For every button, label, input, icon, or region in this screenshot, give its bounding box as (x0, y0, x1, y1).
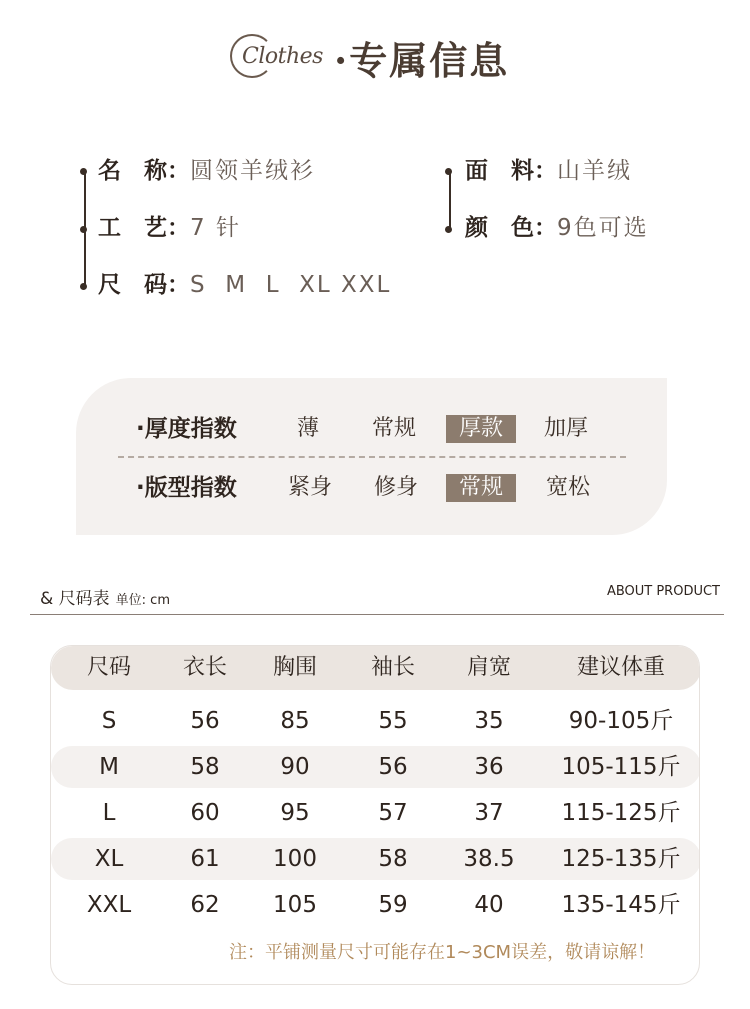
timeline-dot (80, 226, 87, 233)
measurement-note: 注：平铺测量尺寸可能存在1~3CM误差，敬请谅解！ (229, 942, 656, 963)
size-chart-header (30, 580, 724, 616)
thickness-index-label: ·厚度指数 (136, 416, 237, 442)
table-cell: 90-105斤 (568, 708, 674, 734)
column-header: 袖长 (370, 655, 415, 680)
size-chart-title (40, 584, 170, 609)
column-header: 建议体重 (576, 655, 665, 680)
table-row (51, 700, 700, 742)
table-cell: 105 (273, 892, 317, 918)
timeline-dot (445, 226, 452, 233)
right-timeline-line (449, 171, 451, 229)
thickness-index-row (76, 411, 667, 447)
fit-option: 紧身 (287, 475, 332, 500)
info-row-name (98, 156, 315, 186)
info-value: 山羊绒 (557, 158, 632, 184)
table-cell: 100 (273, 846, 317, 872)
table-cell: 55 (378, 708, 408, 734)
table-cell: 85 (280, 708, 310, 734)
fit-option-selected: 常规 (446, 474, 516, 502)
table-row (51, 746, 700, 788)
info-row-fabric (465, 156, 632, 186)
info-label: 颜 色： (465, 215, 557, 241)
table-cell: 56 (378, 754, 408, 780)
size-chart-unit: 单位: cm (115, 593, 170, 608)
table-cell: 57 (378, 800, 408, 826)
table-cell: 60 (190, 800, 220, 826)
column-header: 肩宽 (466, 655, 511, 680)
table-cell: S (101, 708, 117, 734)
info-value: 圆领羊绒衫 (190, 158, 315, 184)
logo-text: Clothes (242, 44, 323, 69)
table-cell: 40 (474, 892, 504, 918)
about-product-label: ABOUT PRODUCT (606, 584, 720, 599)
table-cell: 37 (474, 800, 504, 826)
timeline-dot (80, 168, 87, 175)
table-cell: 36 (474, 754, 504, 780)
table-cell: 61 (190, 846, 220, 872)
table-cell: 125-135斤 (561, 846, 681, 872)
table-cell: 95 (280, 800, 310, 826)
column-header: 胸围 (272, 655, 317, 680)
table-cell: L (102, 800, 116, 826)
fit-option: 修身 (373, 475, 418, 500)
table-cell: 115-125斤 (561, 800, 681, 826)
info-label: 尺 码： (98, 272, 190, 298)
table-row (51, 792, 700, 834)
table-cell: XXL (86, 892, 132, 918)
product-info (0, 150, 750, 300)
brand-logo (230, 32, 330, 82)
thickness-option: 常规 (371, 416, 416, 441)
table-cell: M (99, 754, 119, 780)
table-cell: 135-145斤 (561, 892, 681, 918)
fit-index-label: ·版型指数 (136, 475, 237, 501)
info-value: 9色可选 (557, 215, 649, 241)
info-label: 名 称： (98, 158, 190, 184)
fit-option: 宽松 (545, 475, 590, 500)
table-cell: XL (94, 846, 124, 872)
table-cell: 35 (474, 708, 504, 734)
table-cell: 105-115斤 (561, 754, 681, 780)
column-header: 衣长 (182, 655, 227, 680)
info-value: S M L XL XXL (190, 272, 392, 298)
header-divider (30, 614, 724, 615)
table-cell: 58 (190, 754, 220, 780)
table-cell: 90 (280, 754, 310, 780)
thickness-option-selected: 厚款 (446, 415, 516, 443)
index-divider (118, 456, 626, 458)
table-row (51, 884, 700, 926)
thickness-option: 加厚 (543, 416, 588, 441)
info-row-craft (98, 213, 241, 243)
info-label: 面 料： (465, 158, 557, 184)
index-panel (76, 378, 667, 535)
page-header (0, 22, 750, 92)
info-label: 工 艺： (98, 215, 190, 241)
table-cell: 58 (378, 846, 408, 872)
size-chart-title-text: & 尺码表 (40, 589, 110, 609)
table-header-row (51, 646, 700, 690)
table-cell: 56 (190, 708, 220, 734)
timeline-dot (80, 283, 87, 290)
info-row-color (465, 213, 649, 243)
size-table (50, 645, 700, 985)
page-title: ·专属信息 (334, 38, 510, 83)
timeline-dot (445, 168, 452, 175)
table-cell: 38.5 (463, 846, 515, 872)
info-value: 7 针 (190, 215, 241, 241)
info-row-size (98, 270, 391, 300)
thickness-option: 薄 (296, 416, 319, 441)
table-cell: 62 (190, 892, 220, 918)
table-cell: 59 (378, 892, 408, 918)
column-header: 尺码 (86, 655, 131, 680)
table-row (51, 838, 700, 880)
fit-index-row (76, 470, 667, 506)
